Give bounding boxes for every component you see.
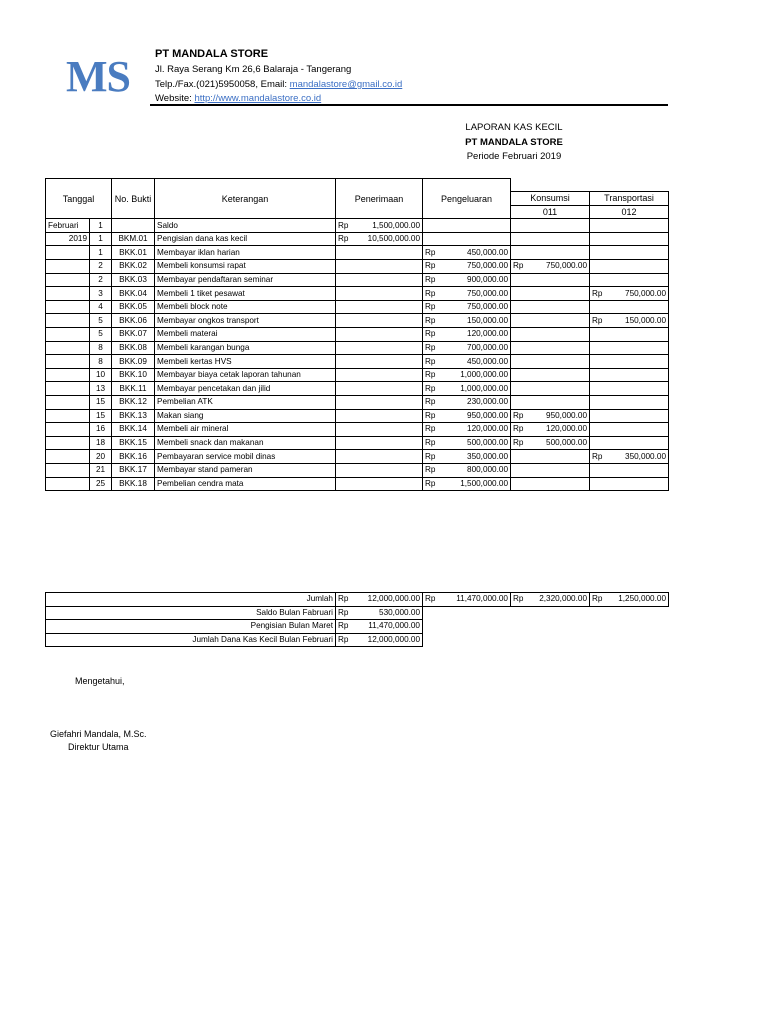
cell-penerimaan bbox=[336, 314, 423, 328]
cell-day: 2 bbox=[90, 273, 112, 287]
cell-pengeluaran: Rp 750,000.00 bbox=[423, 260, 511, 274]
company-website bbox=[155, 93, 321, 104]
table-row bbox=[46, 260, 669, 274]
cell-penerimaan bbox=[336, 368, 423, 382]
cell-keterangan: Membayar pencetakan dan jilid bbox=[155, 382, 336, 396]
cell-month: Februari bbox=[46, 219, 90, 233]
cell-month bbox=[46, 477, 90, 491]
cell-transportasi bbox=[590, 260, 669, 274]
jumlah-pengeluaran: Rp 11,470,000.00 bbox=[423, 593, 511, 607]
cell-transportasi bbox=[590, 341, 669, 355]
cell-transportasi bbox=[590, 232, 669, 246]
cell-day: 5 bbox=[90, 328, 112, 342]
signatory-name: Giefahri Mandala, M.Sc. bbox=[50, 729, 147, 739]
cell-transportasi bbox=[590, 246, 669, 260]
table-row bbox=[46, 273, 669, 287]
company-logo: MS bbox=[66, 52, 130, 101]
cell-transportasi bbox=[590, 409, 669, 423]
jumlah-label: Jumlah bbox=[46, 593, 336, 607]
cell-no-bukti: BKK.13 bbox=[112, 409, 155, 423]
cell-pengeluaran bbox=[423, 219, 511, 233]
table-row bbox=[46, 423, 669, 437]
cell-penerimaan bbox=[336, 246, 423, 260]
company-address: Jl. Raya Serang Km 26,6 Balaraja - Tangerang bbox=[155, 64, 352, 75]
header-no-bukti: No. Bukti bbox=[112, 179, 155, 219]
cell-penerimaan bbox=[336, 287, 423, 301]
cell-konsumsi bbox=[511, 368, 590, 382]
cell-penerimaan: Rp 10,500,000.00 bbox=[336, 232, 423, 246]
cell-penerimaan bbox=[336, 423, 423, 437]
cell-day: 8 bbox=[90, 341, 112, 355]
cell-no-bukti: BKK.03 bbox=[112, 273, 155, 287]
summary-table bbox=[45, 592, 669, 647]
cell-day: 4 bbox=[90, 300, 112, 314]
petty-cash-table bbox=[45, 178, 669, 491]
cell-konsumsi: Rp 950,000.00 bbox=[511, 409, 590, 423]
cell-month bbox=[46, 287, 90, 301]
cell-day: 16 bbox=[90, 423, 112, 437]
cell-month bbox=[46, 300, 90, 314]
website-label: Website: bbox=[155, 93, 195, 104]
cell-penerimaan bbox=[336, 450, 423, 464]
cell-pengeluaran: Rp 230,000.00 bbox=[423, 396, 511, 410]
table-header-row bbox=[46, 179, 669, 192]
cell-pengeluaran: Rp 800,000.00 bbox=[423, 463, 511, 477]
cell-day: 18 bbox=[90, 436, 112, 450]
cell-pengeluaran: Rp 450,000.00 bbox=[423, 355, 511, 369]
table-row bbox=[46, 287, 669, 301]
cell-pengeluaran: Rp 120,000.00 bbox=[423, 328, 511, 342]
header-spacer bbox=[590, 179, 669, 192]
cell-konsumsi: Rp 500,000.00 bbox=[511, 436, 590, 450]
table-row bbox=[46, 246, 669, 260]
cell-transportasi bbox=[590, 355, 669, 369]
cell-pengeluaran: Rp 120,000.00 bbox=[423, 423, 511, 437]
cell-day: 15 bbox=[90, 396, 112, 410]
cell-konsumsi bbox=[511, 287, 590, 301]
cell-transportasi bbox=[590, 382, 669, 396]
cell-penerimaan bbox=[336, 396, 423, 410]
cell-penerimaan bbox=[336, 382, 423, 396]
cell-month: 2019 bbox=[46, 232, 90, 246]
cell-no-bukti: BKK.17 bbox=[112, 463, 155, 477]
header-transportasi-code: 012 bbox=[590, 205, 669, 219]
table-row bbox=[46, 341, 669, 355]
cell-day: 2 bbox=[90, 260, 112, 274]
cell-transportasi bbox=[590, 423, 669, 437]
phone-text: Telp./Fax.(021)5950058, Email: bbox=[155, 79, 290, 90]
cell-no-bukti: BKK.05 bbox=[112, 300, 155, 314]
cell-transportasi: Rp 150,000.00 bbox=[590, 314, 669, 328]
cell-keterangan: Pembelian ATK bbox=[155, 396, 336, 410]
cell-day: 15 bbox=[90, 409, 112, 423]
cell-transportasi bbox=[590, 300, 669, 314]
table-row bbox=[46, 450, 669, 464]
cell-keterangan: Membayar pendaftaran seminar bbox=[155, 273, 336, 287]
email-link[interactable]: mandalastore@gmail.co.id bbox=[289, 79, 403, 90]
report-company: PT MANDALA STORE bbox=[465, 137, 563, 148]
cell-month bbox=[46, 314, 90, 328]
cell-pengeluaran: Rp 350,000.00 bbox=[423, 450, 511, 464]
cell-transportasi bbox=[590, 396, 669, 410]
cell-keterangan: Pengisian dana kas kecil bbox=[155, 232, 336, 246]
cell-transportasi: Rp 750,000.00 bbox=[590, 287, 669, 301]
cell-no-bukti: BKK.07 bbox=[112, 328, 155, 342]
header-spacer bbox=[511, 179, 590, 192]
cell-pengeluaran: Rp 750,000.00 bbox=[423, 287, 511, 301]
cell-konsumsi bbox=[511, 314, 590, 328]
header-konsumsi: Konsumsi bbox=[511, 192, 590, 206]
cell-pengeluaran: Rp 150,000.00 bbox=[423, 314, 511, 328]
cell-penerimaan bbox=[336, 477, 423, 491]
table-row bbox=[46, 219, 669, 233]
cell-konsumsi bbox=[511, 341, 590, 355]
cell-keterangan: Pembayaran service mobil dinas bbox=[155, 450, 336, 464]
cell-transportasi bbox=[590, 328, 669, 342]
saldo-label: Saldo Bulan Fabruari bbox=[46, 606, 336, 620]
saldo-value: Rp 530,000.00 bbox=[336, 606, 423, 620]
table-row bbox=[46, 300, 669, 314]
cell-keterangan: Membeli konsumsi rapat bbox=[155, 260, 336, 274]
cell-konsumsi bbox=[511, 463, 590, 477]
cell-keterangan: Membeli air mineral bbox=[155, 423, 336, 437]
cell-konsumsi bbox=[511, 396, 590, 410]
cell-month bbox=[46, 260, 90, 274]
cell-day: 20 bbox=[90, 450, 112, 464]
cell-keterangan: Saldo bbox=[155, 219, 336, 233]
cell-konsumsi bbox=[511, 382, 590, 396]
cell-penerimaan bbox=[336, 409, 423, 423]
cell-konsumsi bbox=[511, 355, 590, 369]
cell-penerimaan bbox=[336, 355, 423, 369]
table-row bbox=[46, 396, 669, 410]
signatory-position: Direktur Utama bbox=[68, 742, 129, 752]
summary-row-jumlah bbox=[46, 593, 669, 607]
cell-transportasi bbox=[590, 436, 669, 450]
pengisian-value: Rp 11,470,000.00 bbox=[336, 620, 423, 634]
cell-no-bukti: BKK.12 bbox=[112, 396, 155, 410]
header-konsumsi-code: 011 bbox=[511, 205, 590, 219]
cell-month bbox=[46, 396, 90, 410]
cell-penerimaan bbox=[336, 463, 423, 477]
cell-pengeluaran: Rp 750,000.00 bbox=[423, 300, 511, 314]
cell-konsumsi bbox=[511, 300, 590, 314]
cell-konsumsi bbox=[511, 328, 590, 342]
header-tanggal: Tanggal bbox=[46, 179, 112, 219]
cell-day: 1 bbox=[90, 219, 112, 233]
cell-keterangan: Membayar stand pameran bbox=[155, 463, 336, 477]
company-name: PT MANDALA STORE bbox=[155, 48, 269, 60]
cell-keterangan: Membeli materai bbox=[155, 328, 336, 342]
cell-no-bukti: BKK.02 bbox=[112, 260, 155, 274]
cell-penerimaan bbox=[336, 436, 423, 450]
cell-keterangan: Membayar ongkos transport bbox=[155, 314, 336, 328]
cell-penerimaan bbox=[336, 341, 423, 355]
cell-keterangan: Membayar biaya cetak laporan tahunan bbox=[155, 368, 336, 382]
header-transportasi: Transportasi bbox=[590, 192, 669, 206]
summary-row-total bbox=[46, 633, 669, 647]
cell-day: 25 bbox=[90, 477, 112, 491]
cell-pengeluaran: Rp 900,000.00 bbox=[423, 273, 511, 287]
cell-day: 10 bbox=[90, 368, 112, 382]
cell-month bbox=[46, 382, 90, 396]
table-row bbox=[46, 477, 669, 491]
cell-month bbox=[46, 273, 90, 287]
table-row bbox=[46, 409, 669, 423]
cell-month bbox=[46, 450, 90, 464]
cell-konsumsi bbox=[511, 477, 590, 491]
cell-konsumsi bbox=[511, 450, 590, 464]
cell-konsumsi bbox=[511, 219, 590, 233]
cell-day: 1 bbox=[90, 246, 112, 260]
report-title: LAPORAN KAS KECIL bbox=[465, 122, 563, 133]
pengisian-label: Pengisian Bulan Maret bbox=[46, 620, 336, 634]
cell-transportasi bbox=[590, 273, 669, 287]
cell-penerimaan bbox=[336, 328, 423, 342]
cell-keterangan: Makan siang bbox=[155, 409, 336, 423]
table-row bbox=[46, 355, 669, 369]
cell-no-bukti: BKK.04 bbox=[112, 287, 155, 301]
summary-row-pengisian bbox=[46, 620, 669, 634]
cell-no-bukti bbox=[112, 219, 155, 233]
cell-no-bukti: BKK.14 bbox=[112, 423, 155, 437]
cell-no-bukti: BKK.16 bbox=[112, 450, 155, 464]
table-row bbox=[46, 382, 669, 396]
company-contact bbox=[155, 79, 402, 90]
cell-pengeluaran bbox=[423, 232, 511, 246]
cell-pengeluaran: Rp 950,000.00 bbox=[423, 409, 511, 423]
website-link[interactable]: http://www.mandalastore.co.id bbox=[194, 93, 322, 104]
table-row bbox=[46, 436, 669, 450]
cell-keterangan: Membeli kertas HVS bbox=[155, 355, 336, 369]
cell-transportasi: Rp 350,000.00 bbox=[590, 450, 669, 464]
cell-no-bukti: BKK.15 bbox=[112, 436, 155, 450]
summary-row-saldo bbox=[46, 606, 669, 620]
cell-konsumsi bbox=[511, 273, 590, 287]
cell-no-bukti: BKK.10 bbox=[112, 368, 155, 382]
cell-pengeluaran: Rp 1,500,000.00 bbox=[423, 477, 511, 491]
cell-no-bukti: BKK.06 bbox=[112, 314, 155, 328]
mengetahui-label: Mengetahui, bbox=[75, 676, 125, 686]
cell-month bbox=[46, 436, 90, 450]
cell-month bbox=[46, 355, 90, 369]
cell-month bbox=[46, 246, 90, 260]
cell-day: 5 bbox=[90, 314, 112, 328]
jumlah-penerimaan: Rp 12,000,000.00 bbox=[336, 593, 423, 607]
cell-pengeluaran: Rp 700,000.00 bbox=[423, 341, 511, 355]
cell-konsumsi: Rp 120,000.00 bbox=[511, 423, 590, 437]
jumlah-transportasi: Rp 1,250,000.00 bbox=[590, 593, 669, 607]
cell-month bbox=[46, 328, 90, 342]
header-divider bbox=[150, 104, 668, 106]
table-row bbox=[46, 368, 669, 382]
cell-day: 3 bbox=[90, 287, 112, 301]
cell-pengeluaran: Rp 1,000,000.00 bbox=[423, 368, 511, 382]
cell-konsumsi bbox=[511, 232, 590, 246]
cell-keterangan: Membeli block note bbox=[155, 300, 336, 314]
cell-no-bukti: BKK.09 bbox=[112, 355, 155, 369]
cell-day: 8 bbox=[90, 355, 112, 369]
cell-no-bukti: BKK.01 bbox=[112, 246, 155, 260]
header-keterangan: Keterangan bbox=[155, 179, 336, 219]
cell-month bbox=[46, 423, 90, 437]
cell-transportasi bbox=[590, 219, 669, 233]
cell-pengeluaran: Rp 1,000,000.00 bbox=[423, 382, 511, 396]
cell-no-bukti: BKK.11 bbox=[112, 382, 155, 396]
cell-month bbox=[46, 368, 90, 382]
cell-no-bukti: BKK.08 bbox=[112, 341, 155, 355]
total-label: Jumlah Dana Kas Kecil Bulan Februari bbox=[46, 633, 336, 647]
header-pengeluaran: Pengeluaran bbox=[423, 179, 511, 219]
table-row bbox=[46, 463, 669, 477]
cell-keterangan: Membeli snack dan makanan bbox=[155, 436, 336, 450]
table-row bbox=[46, 328, 669, 342]
cell-transportasi bbox=[590, 463, 669, 477]
cell-month bbox=[46, 463, 90, 477]
cell-month bbox=[46, 409, 90, 423]
cell-keterangan: Membeli 1 tiket pesawat bbox=[155, 287, 336, 301]
cell-keterangan: Membayar iklan harian bbox=[155, 246, 336, 260]
cell-keterangan: Membeli karangan bunga bbox=[155, 341, 336, 355]
cell-day: 1 bbox=[90, 232, 112, 246]
cell-penerimaan bbox=[336, 260, 423, 274]
cell-penerimaan bbox=[336, 273, 423, 287]
table-row bbox=[46, 314, 669, 328]
cell-pengeluaran: Rp 450,000.00 bbox=[423, 246, 511, 260]
cell-konsumsi: Rp 750,000.00 bbox=[511, 260, 590, 274]
cell-transportasi bbox=[590, 368, 669, 382]
table-row bbox=[46, 232, 669, 246]
jumlah-konsumsi: Rp 2,320,000.00 bbox=[511, 593, 590, 607]
cell-no-bukti: BKM.01 bbox=[112, 232, 155, 246]
cell-penerimaan bbox=[336, 300, 423, 314]
total-value: Rp 12,000,000.00 bbox=[336, 633, 423, 647]
cell-konsumsi bbox=[511, 246, 590, 260]
header-penerimaan: Penerimaan bbox=[336, 179, 423, 219]
cell-no-bukti: BKK.18 bbox=[112, 477, 155, 491]
cell-day: 21 bbox=[90, 463, 112, 477]
cell-penerimaan: Rp 1,500,000.00 bbox=[336, 219, 423, 233]
cell-pengeluaran: Rp 500,000.00 bbox=[423, 436, 511, 450]
cell-keterangan: Pembelian cendra mata bbox=[155, 477, 336, 491]
cell-transportasi bbox=[590, 477, 669, 491]
cell-month bbox=[46, 341, 90, 355]
cell-day: 13 bbox=[90, 382, 112, 396]
report-period: Periode Februari 2019 bbox=[466, 151, 562, 162]
